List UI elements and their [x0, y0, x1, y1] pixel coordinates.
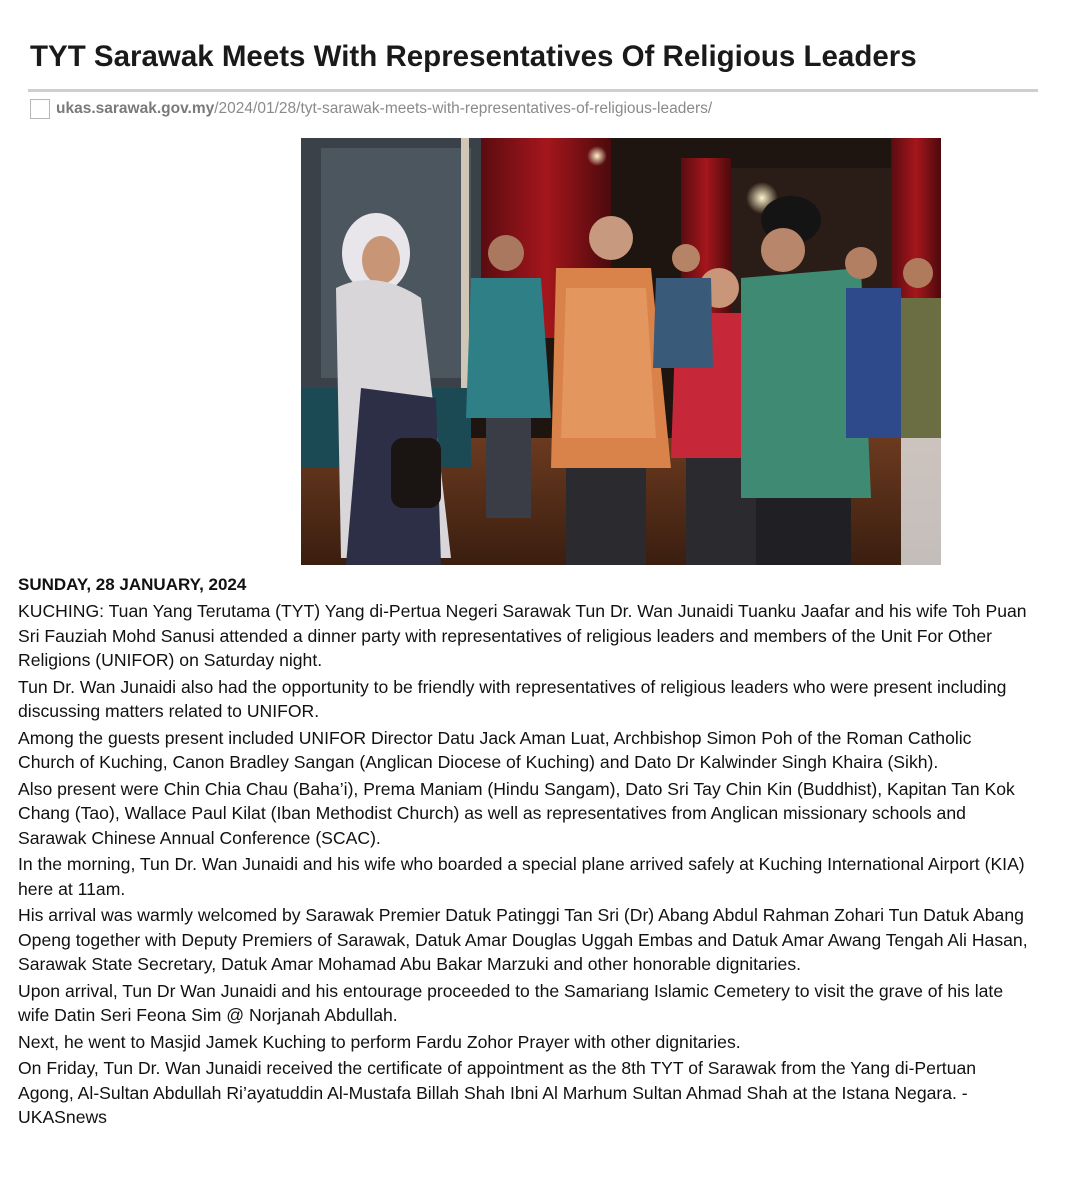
- title-divider: [28, 89, 1038, 92]
- article-title: TYT Sarawak Meets With Representatives Of Religious Leaders: [30, 40, 917, 73]
- article-photo: [301, 138, 941, 565]
- article-date: SUNDAY, 28 JANUARY, 2024: [18, 575, 247, 594]
- article-paragraph: Also present were Chin Chia Chau (Baha’i), Prema Maniam (Hindu Sangam), Dato Sri Tay Chin Kin (Buddhist), Kapitan Tan Kok Chang (Tao), Wallace Paul Kilat (Iban Methodist Church) as well as representatives from Anglican missionary schools and Sarawak Chinese Annual Conference (SCAC).: [18, 778, 1015, 848]
- source-url-domain: ukas.sarawak.gov.my: [56, 100, 215, 117]
- source-url-row[interactable]: [30, 97, 712, 121]
- article-paragraph: Among the guests present included UNIFOR Director Datu Jack Aman Luat, Archbishop Simon Poh of the Roman Catholic Church of Kuching, Canon Bradley Sangan (Anglican Diocese of Kuching) and Dato Dr Kalwinder Singh Khaira (Sikh).: [18, 727, 972, 772]
- article-paragraph: His arrival was warmly welcomed by Sarawak Premier Datuk Patinggi Tan Sri (Dr) Abang Abdul Rahman Zohari Tun Datuk Abang Openg together with Deputy Premiers of Sarawak, Datuk Amar Douglas Uggah Embas and Datuk Amar Awang Tengah Ali Hasan, Sarawak State Secretary, Datuk Amar Mohamad Abu Bakar Marzuki and other honorable dignitaries.: [18, 905, 1028, 974]
- article-paragraph: Tun Dr. Wan Junaidi also had the opportunity to be friendly with representatives of religious leaders who were present including discussing matters related to UNIFOR.: [18, 676, 1007, 721]
- article-body: [18, 599, 1028, 1132]
- article-paragraph: Upon arrival, Tun Dr Wan Junaidi and his entourage proceeded to the Samariang Islamic Cemetery to visit the grave of his late wife Datin Seri Feona Sim @ Norjanah Abdullah.: [18, 980, 1004, 1025]
- article-paragraph: Next, he went to Masjid Jamek Kuching to perform Fardu Zohor Prayer with other dignitaries.: [18, 1031, 741, 1052]
- source-url[interactable]: [56, 100, 712, 118]
- article-paragraph: In the morning, Tun Dr. Wan Junaidi and his wife who boarded a special plane arrived safely at Kuching International Airport (KIA) here at 11am.: [18, 854, 1025, 899]
- favicon-icon: [30, 99, 50, 119]
- article-paragraph: On Friday, Tun Dr. Wan Junaidi received the certificate of appointment as the 8th TYT of Sarawak from the Yang di-Pertuan Agong, Al-Sultan Abdullah Ri’ayatuddin Al-Mustafa Billah Shah Ibni Al Marhum Sultan Ahmad Shah at the Istana Negara. -UKASnews: [18, 1058, 977, 1127]
- article-paragraph: KUCHING: Tuan Yang Terutama (TYT) Yang di-Pertua Negeri Sarawak Tun Dr. Wan Junaidi Tuanku Jaafar and his wife Toh Puan Sri Fauziah Mohd Sanusi attended a dinner party with representatives of religious leaders and members of the Unit For Other Religions (UNIFOR) on Saturday night.: [18, 601, 1027, 670]
- source-url-path: /2024/01/28/tyt-sarawak-meets-with-representatives-of-religious-leaders/: [214, 100, 713, 117]
